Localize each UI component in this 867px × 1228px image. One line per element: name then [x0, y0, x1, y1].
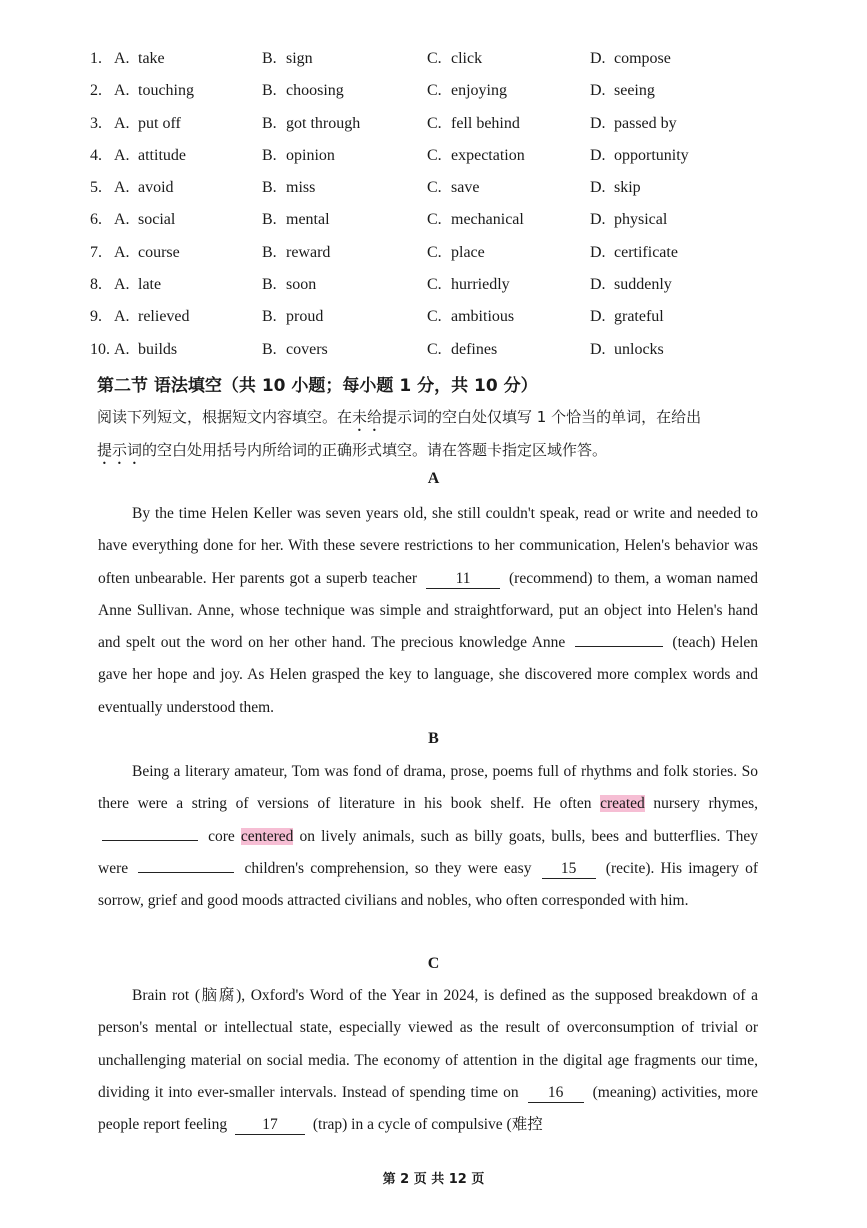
- option-text: take: [138, 50, 165, 67]
- option-letter: D.: [590, 179, 606, 197]
- option-b: [262, 308, 323, 326]
- option-c: [427, 244, 485, 262]
- option-text: opinion: [286, 146, 335, 164]
- option-letter: C.: [427, 243, 442, 261]
- option-letter: D.: [590, 50, 606, 67]
- passage-text: Being a literary amateur, Tom was fond of drama, prose, poems full of rhythms and folk stories. So there were a string of versions of literature in his book shelf. He often: [98, 763, 758, 813]
- option-b: [262, 244, 330, 262]
- option-letter: A.: [114, 50, 130, 67]
- option-b: [262, 341, 328, 359]
- option-text: avoid: [138, 179, 174, 197]
- option-letter: D.: [590, 340, 606, 358]
- option-c: [427, 147, 525, 165]
- passage-text: (recommend) to them, a woman named Anne Sullivan. Anne, whose technique was simple and straightforward, put an object into Helen's hand and spelt out the word on her other hand. The precious knowledge Anne: [98, 569, 758, 652]
- option-row: [90, 205, 790, 237]
- option-letter: B.: [262, 308, 277, 326]
- option-a: [114, 308, 190, 326]
- option-letter: D.: [590, 82, 606, 100]
- passage-c: [98, 980, 758, 1141]
- option-letter: B.: [262, 114, 277, 132]
- option-b: [262, 147, 335, 165]
- option-text: certificate: [614, 243, 678, 261]
- option-letter: B.: [262, 243, 277, 261]
- blank-17: 17: [235, 1116, 305, 1135]
- option-letter: A.: [114, 179, 130, 197]
- option-row: [90, 270, 790, 302]
- blank-13: [102, 840, 198, 841]
- option-letter: D.: [590, 276, 606, 294]
- option-d: [590, 341, 664, 359]
- option-text: opportunity: [614, 146, 689, 164]
- option-letter: A.: [114, 243, 130, 261]
- option-letter: D.: [590, 114, 606, 132]
- option-letter: C.: [427, 50, 442, 67]
- option-text: mental: [286, 211, 330, 229]
- question-number: 4.: [90, 146, 102, 164]
- passage-text: on lively animals, such as billy goats, bulls, bees and butterflies. They were: [98, 827, 759, 877]
- option-letter: B.: [262, 340, 277, 358]
- option-letter: B.: [262, 276, 277, 294]
- option-text: expectation: [451, 146, 525, 164]
- option-letter: C.: [427, 276, 442, 294]
- option-text: miss: [286, 179, 316, 197]
- option-c: [427, 211, 524, 229]
- question-number: 8.: [90, 276, 102, 294]
- option-letter: C.: [427, 114, 442, 132]
- passage-text: (recite). His imagery of sorrow, grief and good moods attracted civilians and nobles, who often corresponded with him.: [98, 859, 759, 910]
- option-d: [590, 115, 677, 133]
- option-text: compose: [614, 50, 671, 67]
- option-letter: C.: [427, 146, 442, 164]
- option-letter: B.: [262, 211, 277, 229]
- option-row: [90, 335, 790, 367]
- option-letter: A.: [114, 82, 130, 100]
- option-c: [427, 115, 520, 133]
- blank-15: 15: [542, 860, 596, 879]
- option-c: [427, 276, 510, 294]
- option-text: sign: [286, 50, 313, 67]
- option-text: click: [451, 50, 483, 67]
- option-text: save: [451, 179, 480, 197]
- passage-text: children's comprehension, so they were easy: [244, 859, 532, 877]
- option-letter: B.: [262, 50, 277, 67]
- question-number: 1.: [90, 50, 102, 67]
- option-letter: B.: [262, 82, 277, 100]
- option-text: attitude: [138, 146, 186, 164]
- option-text: got through: [286, 114, 361, 132]
- option-c: [427, 308, 514, 326]
- option-c: [427, 50, 482, 68]
- instruction-text: 阅读下列短文，根据短文内容填空。在: [97, 408, 353, 426]
- option-row: [90, 76, 790, 108]
- option-letter: B.: [262, 179, 277, 197]
- question-number: 2.: [90, 82, 102, 100]
- question-number: 5.: [90, 179, 102, 197]
- option-letter: C.: [427, 308, 442, 326]
- option-a: [114, 147, 186, 165]
- option-text: unlocks: [614, 340, 664, 358]
- option-letter: A.: [114, 211, 130, 229]
- blank-14: [138, 872, 234, 873]
- instruction-emphasis: 未给: [352, 408, 383, 426]
- option-letter: A.: [114, 308, 130, 326]
- part-c-heading: C: [427, 955, 440, 972]
- option-text: late: [138, 276, 162, 294]
- option-a: [114, 341, 177, 359]
- page-footer: 第 2 页 共 12 页: [382, 1172, 485, 1187]
- option-a: [114, 276, 161, 294]
- option-letter: A.: [114, 340, 130, 358]
- option-text: physical: [614, 211, 668, 229]
- option-b: [262, 50, 313, 68]
- option-a: [114, 211, 175, 229]
- option-d: [590, 147, 689, 165]
- passage-text: Brain rot (脑腐), Oxford's Word of the Year in 2024, is defined as the supposed breakdown of a person's mental or intellectual state, especially viewed as the result of overconsumption of trivial or unchallenging material on social media. The economy of attention in the digital age fragments our time, dividing it into ever-smaller intervals. Instead of spending time on: [98, 987, 758, 1101]
- option-text: hurriedly: [451, 276, 510, 294]
- section-instruction: [97, 402, 762, 468]
- passage-a: [98, 498, 758, 724]
- option-letter: D.: [590, 243, 606, 261]
- option-letter: C.: [427, 211, 442, 229]
- option-d: [590, 244, 678, 262]
- option-letter: D.: [590, 308, 606, 326]
- option-letter: A.: [114, 114, 130, 132]
- option-letter: A.: [114, 146, 130, 164]
- option-row: [90, 302, 790, 334]
- option-a: [114, 244, 180, 262]
- part-a-heading: A: [427, 470, 440, 487]
- instruction-text: 的空白处用括号内所给词的正确形式填空。请在答题卡指定区域作答。: [142, 441, 608, 459]
- option-row: [90, 44, 790, 76]
- option-b: [262, 211, 330, 229]
- passage-text: By the time Helen Keller was seven years old, she still couldn't speak, read or write and needed to have everything done for her. With these severe restrictions to her communication, Helen's behavior was often unbearable. Her parents got a superb teacher: [98, 505, 758, 587]
- passage-b: [98, 756, 758, 917]
- option-text: soon: [286, 276, 317, 294]
- question-number: 7.: [90, 243, 102, 261]
- option-text: covers: [286, 340, 328, 358]
- option-text: suddenly: [614, 276, 672, 294]
- blank-16: 16: [528, 1084, 584, 1103]
- option-d: [590, 211, 667, 229]
- option-letter: C.: [427, 179, 442, 197]
- highlight-centered: centered: [240, 827, 294, 845]
- question-number: 10.: [90, 340, 110, 358]
- options-grid: [90, 44, 790, 367]
- passage-text: (meaning) activities, more people report feeling: [98, 1083, 759, 1134]
- option-letter: A.: [114, 276, 130, 294]
- option-row: [90, 238, 790, 270]
- option-text: proud: [286, 308, 324, 326]
- option-text: grateful: [614, 308, 664, 326]
- option-text: seeing: [614, 82, 655, 100]
- question-number: 3.: [90, 114, 102, 132]
- question-number: 6.: [90, 211, 102, 229]
- option-c: [427, 341, 497, 359]
- option-d: [590, 308, 664, 326]
- passage-text: nursery rhymes,: [653, 795, 758, 813]
- option-letter: D.: [590, 146, 606, 164]
- part-b-heading: B: [428, 730, 439, 747]
- option-a: [114, 179, 174, 197]
- option-b: [262, 115, 360, 133]
- option-a: [114, 82, 194, 100]
- option-text: enjoying: [451, 82, 507, 100]
- option-row: [90, 109, 790, 141]
- option-d: [590, 50, 671, 68]
- option-text: choosing: [286, 82, 344, 100]
- option-text: place: [451, 243, 485, 261]
- option-d: [590, 276, 672, 294]
- instruction-text: 提示词的空白处仅填写 1 个恰当的单词，在给出: [382, 408, 702, 426]
- option-d: [590, 82, 655, 100]
- option-letter: D.: [590, 211, 606, 229]
- option-letter: C.: [427, 82, 442, 100]
- option-text: touching: [138, 82, 194, 100]
- option-text: social: [138, 211, 176, 229]
- option-text: passed by: [614, 114, 677, 132]
- blank-11: 11: [426, 570, 500, 589]
- instruction-emphasis: 提示词: [97, 441, 143, 459]
- option-b: [262, 276, 316, 294]
- option-b: [262, 82, 344, 100]
- option-a: [114, 115, 181, 133]
- option-c: [427, 179, 479, 197]
- option-letter: B.: [262, 146, 277, 164]
- option-d: [590, 179, 641, 197]
- option-row: [90, 141, 790, 173]
- passage-text: (trap) in a cycle of compulsive (难控: [312, 1116, 543, 1134]
- passage-text: core: [208, 827, 235, 845]
- option-b: [262, 179, 315, 197]
- option-a: [114, 50, 165, 68]
- option-text: builds: [138, 340, 178, 358]
- option-text: ambitious: [451, 308, 515, 326]
- highlight-created: created: [600, 795, 645, 813]
- option-text: course: [138, 243, 180, 261]
- option-text: relieved: [138, 308, 190, 326]
- passage-text: (teach) Helen gave her hope and joy. As Helen grasped the key to language, she discovered more complex words and eventually understood them.: [98, 634, 759, 716]
- section-title: 第二节 语法填空（共 10 小题；每小题 1 分，共 10 分）: [97, 376, 538, 396]
- option-text: skip: [614, 179, 641, 197]
- option-text: fell behind: [451, 114, 520, 132]
- question-number: 9.: [90, 308, 102, 326]
- option-letter: C.: [427, 340, 442, 358]
- blank-12: [575, 646, 663, 647]
- option-row: [90, 173, 790, 205]
- option-text: put off: [138, 114, 181, 132]
- option-text: defines: [451, 340, 498, 358]
- option-text: reward: [286, 243, 331, 261]
- option-text: mechanical: [451, 211, 524, 229]
- option-c: [427, 82, 507, 100]
